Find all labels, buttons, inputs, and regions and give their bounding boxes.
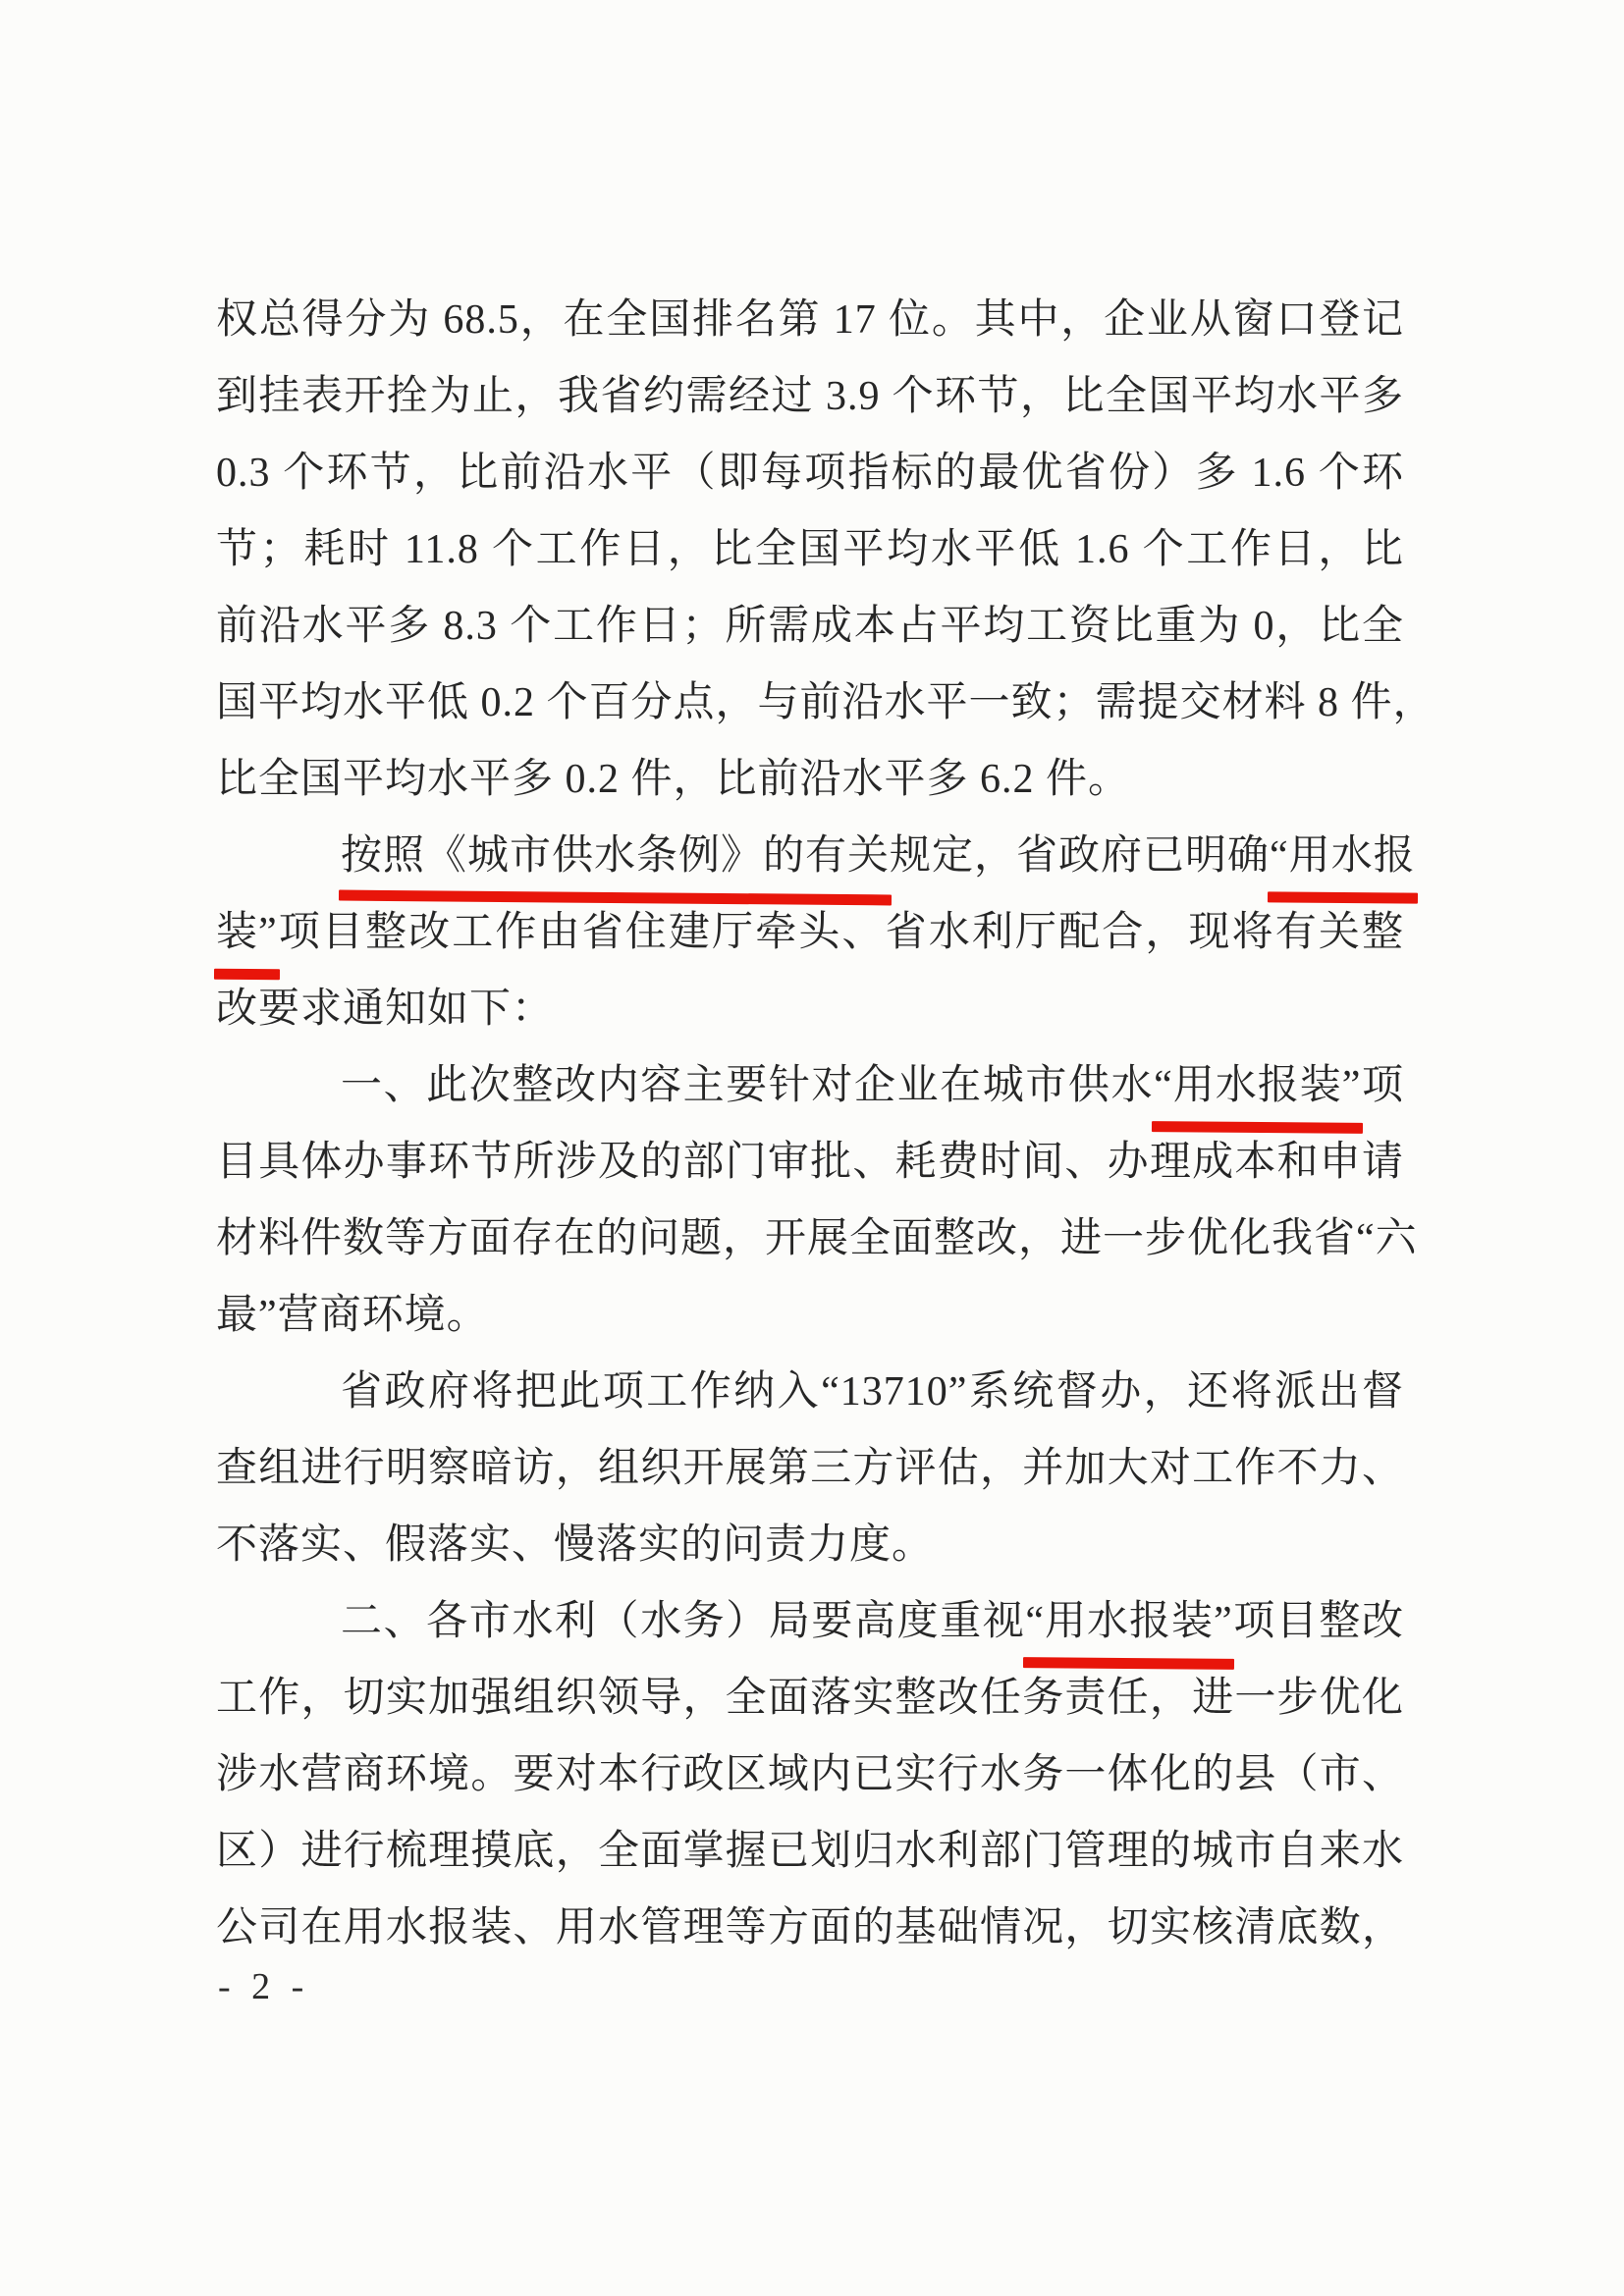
text-segment: 改要求通知如下：: [216, 987, 555, 1032]
text-line: [216, 976, 1404, 1052]
text-line: [216, 1512, 1404, 1588]
text-line: [216, 363, 1404, 440]
text-segment: 国平均水平低 0.2 个百分点，与前沿水平一致；需提交材料 8 件，: [216, 680, 1435, 725]
text-segment: 规定，省政府已明确: [890, 833, 1271, 879]
document-body: [216, 287, 1435, 1971]
text-line: [216, 440, 1404, 516]
red-underlined-text: “用水报: [1270, 823, 1416, 889]
text-segment: 0.3 个环节，比前沿水平（即每项指标的最优省份）多 1.6 个环: [216, 451, 1404, 496]
page-number: - 2 -: [218, 1966, 310, 2007]
text-segment: 省政府将把此项工作纳入“13710”系统督办，还将派出督: [341, 1369, 1404, 1415]
text-line: [216, 669, 1435, 746]
text-line: [216, 593, 1404, 669]
text-segment: 涉水营商环境。要对本行政区域内已实行水务一体化的县（市、: [216, 1752, 1404, 1797]
text-segment: 前沿水平多 8.3 个工作日；所需成本占平均工资比重为 0，比全: [216, 604, 1404, 649]
text-line: [216, 899, 1404, 976]
text-line: [216, 287, 1404, 363]
text-line: [216, 1588, 1404, 1665]
text-line: [216, 1129, 1404, 1205]
text-segment: 公司在用水报装、用水管理等方面的基础情况，切实核清底数，: [216, 1905, 1404, 1950]
text-segment: 到挂表开拴为止，我省约需经过 3.9 个环节，比全国平均水平多: [216, 374, 1404, 419]
text-line: [216, 1665, 1404, 1741]
text-segment: 区）进行梳理摸底，全面掌握已划归水利部门管理的城市自来水: [216, 1829, 1404, 1874]
text-line: [216, 1052, 1404, 1129]
text-segment: 项: [1361, 1063, 1404, 1108]
text-segment: 节；耗时 11.8 个工作日，比全国平均水平低 1.6 个工作日，比: [216, 527, 1404, 572]
text-segment: 项目整改: [1232, 1599, 1404, 1644]
text-segment: 二、各市水利（水务）局要高度重视: [341, 1599, 1026, 1644]
text-line: [216, 1435, 1404, 1512]
text-segment: 最”营商环境。: [216, 1293, 489, 1338]
text-segment: 比全国平均水平多 0.2 件，比前沿水平多 6.2 件。: [216, 757, 1131, 802]
red-underlined-text: “用水报装”: [1025, 1588, 1232, 1655]
text-line: [216, 1895, 1404, 1971]
red-underlined-text: “用水报装”: [1154, 1052, 1361, 1119]
text-segment: 项目整改工作由省住建厅牵头、省水利厅配合，现将有关整: [277, 910, 1404, 955]
text-line: [216, 1741, 1404, 1818]
text-segment: 查组进行明察暗访，组织开展第三方评估，并加大对工作不力、: [216, 1446, 1404, 1491]
text-segment: 工作，切实加强组织领导，全面落实整改任务责任，进一步优化: [216, 1676, 1404, 1721]
text-line: [216, 823, 1416, 899]
red-underlined-text: 装”: [216, 899, 278, 966]
red-underlined-text: 按照《城市供水条例》的有关: [341, 823, 890, 889]
text-line: [216, 1205, 1418, 1282]
text-segment: 目具体办事环节所涉及的部门审批、耗费时间、办理成本和申请: [216, 1140, 1404, 1185]
text-line: [216, 746, 1404, 823]
text-segment: 权总得分为 68.5，在全国排名第 17 位。其中，企业从窗口登记: [216, 297, 1404, 343]
text-segment: 一、此次整改内容主要针对企业在城市供水: [341, 1063, 1155, 1108]
text-line: [216, 1359, 1404, 1435]
text-segment: 不落实、假落实、慢落实的问责力度。: [216, 1522, 935, 1568]
text-segment: 材料件数等方面存在的问题，开展全面整改，进一步优化我省“六: [216, 1216, 1418, 1261]
text-line: [216, 516, 1404, 593]
text-line: [216, 1818, 1404, 1895]
text-line: [216, 1282, 1404, 1359]
